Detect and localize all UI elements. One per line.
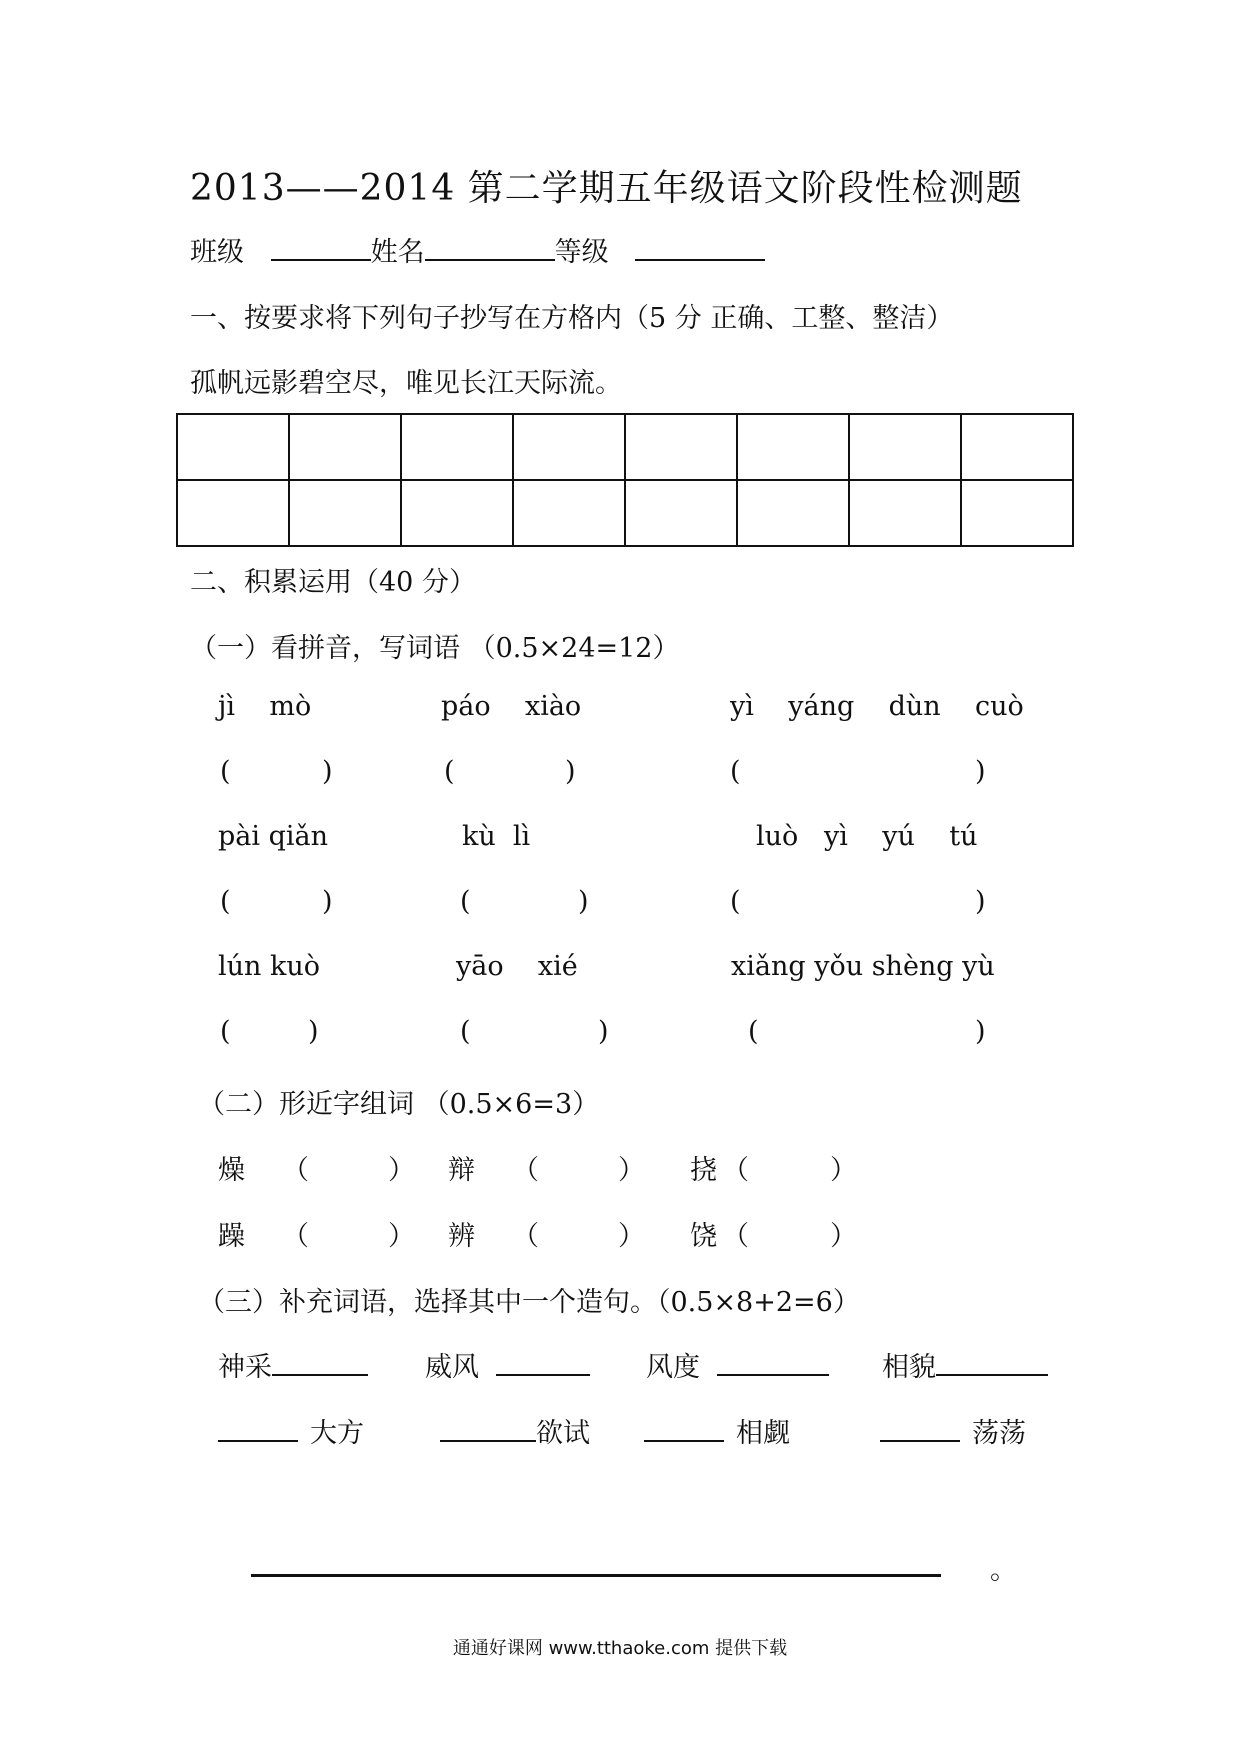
grid-cell[interactable] [513, 414, 625, 480]
word-blank[interactable] [880, 1414, 960, 1442]
pinyin-2-3: luò yì yú tú [756, 821, 978, 852]
pinyin-2-2: kù lì [462, 821, 531, 852]
grid-cell[interactable] [401, 480, 513, 546]
grid-cell[interactable] [513, 480, 625, 546]
answer-paren[interactable]: （ [282, 1221, 309, 1252]
answer-paren[interactable]: （ [722, 1221, 749, 1252]
word-blank[interactable] [644, 1414, 724, 1442]
grid-cell[interactable] [289, 414, 401, 480]
answer-paren[interactable]: （ [512, 1221, 539, 1252]
pinyin-2-1: pài qiǎn [218, 821, 329, 852]
char-1-3: 挠 [690, 1155, 717, 1186]
pinyin-3-2: yāo xié [456, 951, 578, 982]
answer-paren[interactable]: ) [598, 1016, 609, 1047]
answer-paren[interactable]: （ [282, 1155, 309, 1186]
word-blank[interactable] [218, 1414, 298, 1442]
pinyin-3-1: lún kuò [218, 951, 321, 982]
part2-heading: （二）形近字组词 （0.5×6=3） [198, 1089, 600, 1120]
grid-cell[interactable] [289, 480, 401, 546]
answer-paren[interactable]: ) [975, 1016, 986, 1047]
answer-paren[interactable]: ) [975, 886, 986, 917]
class-label: 班级 [190, 237, 244, 268]
part1-heading: （一）看拼音，写词语 （0.5×24=12） [190, 633, 680, 664]
class-blank[interactable] [271, 233, 371, 261]
answer-paren[interactable]: ) [578, 886, 589, 917]
answer-paren[interactable]: ） [830, 1155, 857, 1186]
sentence-writing-line[interactable] [251, 1574, 941, 1577]
grid-cell[interactable] [737, 480, 849, 546]
grade-blank[interactable] [635, 233, 765, 261]
answer-paren[interactable]: ） [388, 1155, 415, 1186]
word-text: 风度 [646, 1352, 700, 1383]
student-info-row [190, 230, 765, 269]
copy-sentence: 孤帆远影碧空尽，唯见长江天际流。 [190, 368, 622, 399]
word-item [440, 1411, 590, 1450]
word-text: 相貌 [882, 1352, 936, 1383]
answer-paren[interactable]: ( [730, 756, 741, 787]
answer-paren[interactable]: ) [322, 756, 333, 787]
answer-paren[interactable]: ) [565, 756, 576, 787]
word-item [218, 1411, 364, 1450]
word-text: 神采 [218, 1352, 272, 1383]
footer-source: 通通好课网 www.tthaoke.com 提供下载 [452, 1638, 788, 1659]
grid-cell[interactable] [849, 480, 961, 546]
char-2-3: 饶 [690, 1221, 717, 1252]
answer-paren[interactable]: ) [322, 886, 333, 917]
word-blank[interactable] [936, 1348, 1048, 1376]
answer-paren[interactable]: ） [618, 1221, 645, 1252]
word-blank[interactable] [440, 1414, 536, 1442]
answer-paren[interactable]: ( [220, 886, 231, 917]
answer-paren[interactable]: ( [220, 1016, 231, 1047]
answer-paren[interactable]: （ [722, 1155, 749, 1186]
answer-paren[interactable]: ） [388, 1221, 415, 1252]
part3-heading: （三）补充词语，选择其中一个造句。（0.5×8+2=6） [198, 1287, 860, 1318]
grid-cell[interactable] [961, 480, 1073, 546]
name-blank[interactable] [425, 233, 555, 261]
word-item [880, 1411, 1026, 1450]
section1-heading: 一、按要求将下列句子抄写在方格内（5 分 正确、工整、整洁） [190, 303, 954, 334]
word-blank[interactable] [496, 1348, 590, 1376]
pinyin-1-3: yì yáng dùn cuò [730, 691, 1024, 722]
char-2-1: 躁 [218, 1221, 245, 1252]
answer-paren[interactable]: ( [730, 886, 741, 917]
answer-paren[interactable]: ) [975, 756, 986, 787]
grid-cell[interactable] [177, 414, 289, 480]
page-title: 2013——2014 第二学期五年级语文阶段性检测题 [190, 168, 1023, 209]
name-label: 姓名 [370, 237, 425, 268]
word-item [644, 1411, 790, 1450]
answer-paren[interactable]: ） [830, 1221, 857, 1252]
section2-heading: 二、积累运用（40 分） [190, 567, 476, 598]
char-1-2: 辩 [448, 1155, 475, 1186]
answer-paren[interactable]: ( [460, 886, 471, 917]
grade-label: 等级 [554, 237, 609, 268]
grid-cell[interactable] [625, 480, 737, 546]
answer-paren[interactable]: ( [220, 756, 231, 787]
grid-row [177, 414, 1073, 480]
end-period: 。 [990, 1555, 1017, 1586]
grid-cell[interactable] [177, 480, 289, 546]
word-item [425, 1345, 590, 1384]
char-1-1: 燥 [218, 1155, 245, 1186]
answer-paren[interactable]: ( [748, 1016, 759, 1047]
pinyin-1-2: páo xiào [441, 691, 582, 722]
word-text: 欲试 [536, 1418, 590, 1449]
answer-paren[interactable]: （ [512, 1155, 539, 1186]
word-blank[interactable] [272, 1348, 368, 1376]
writing-grid [176, 413, 1074, 547]
word-text: 荡荡 [972, 1418, 1026, 1449]
answer-paren[interactable]: ( [444, 756, 455, 787]
word-text: 相觑 [736, 1418, 790, 1449]
word-text: 威风 [425, 1352, 479, 1383]
char-2-2: 辨 [448, 1221, 475, 1252]
answer-paren[interactable]: ） [618, 1155, 645, 1186]
grid-cell[interactable] [849, 414, 961, 480]
word-item [646, 1345, 829, 1384]
pinyin-1-1: jì mò [218, 691, 312, 722]
grid-cell[interactable] [961, 414, 1073, 480]
grid-cell[interactable] [737, 414, 849, 480]
word-item [882, 1345, 1048, 1384]
grid-cell[interactable] [401, 414, 513, 480]
pinyin-3-3: xiǎng yǒu shèng yù [731, 951, 995, 982]
answer-paren[interactable]: ( [460, 1016, 471, 1047]
word-text: 大方 [310, 1418, 364, 1449]
grid-row [177, 480, 1073, 546]
word-blank[interactable] [717, 1348, 829, 1376]
grid-cell[interactable] [625, 414, 737, 480]
answer-paren[interactable]: ) [308, 1016, 319, 1047]
word-item [218, 1345, 368, 1384]
